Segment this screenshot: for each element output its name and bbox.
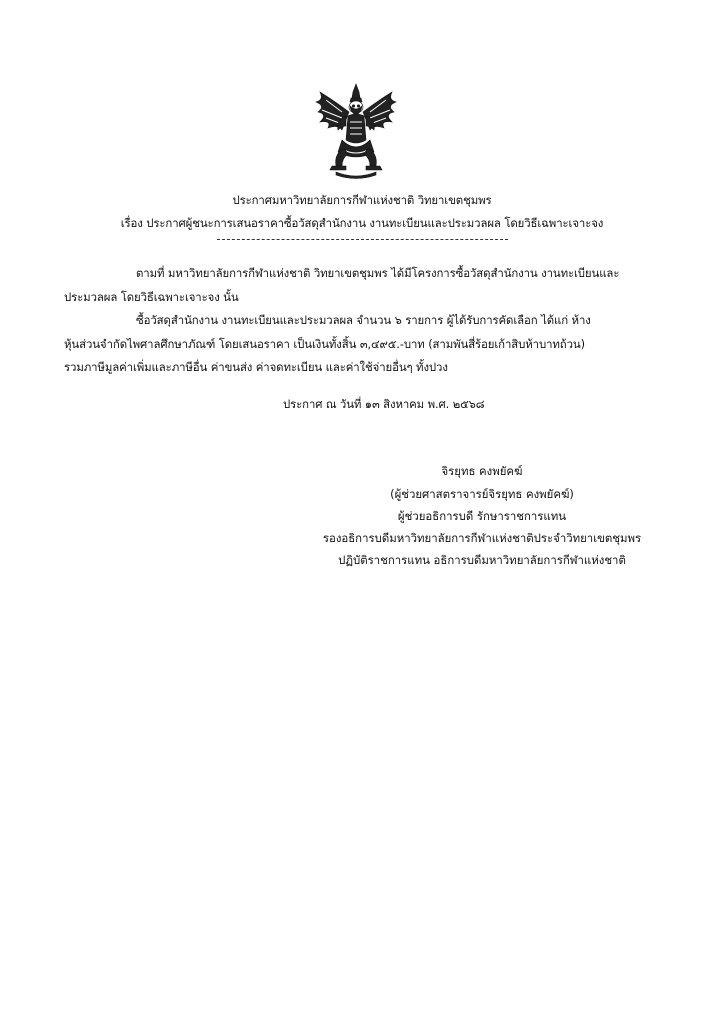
announcement-title: ประกาศมหาวิทยาลัยการกีฬาแห่งชาติ วิทยาเขตชุมพร xyxy=(232,193,492,207)
signer-position-1: ผู้ช่วยอธิการบดี รักษาราชการแทน xyxy=(397,509,567,523)
paragraph-2-line-1: ซื้อวัสดุสำนักงาน งานทะเบียนและประมวลผล จำนวน ๖ รายการ ผู้ได้รับการคัดเลือก ได้แก่ ห้าง xyxy=(136,313,591,327)
paragraph-1-line-2: ประมวลผล โดยวิธีเฉพาะเจาะจง นั้น xyxy=(64,290,239,304)
announcement-date: ประกาศ ณ วันที่ ๑๓ สิงหาคม พ.ศ. ๒๕๖๘ xyxy=(283,397,485,411)
paragraph-2-line-3: รวมภาษีมูลค่าเพิ่มและภาษีอื่น ค่าขนส่ง ค่าจดทะเบียน และค่าใช้จ่ายอื่นๆ ทั้งปวง xyxy=(64,360,448,374)
signer-position-2: รองอธิการบดีมหาวิทยาลัยการกีฬาแห่งชาติประจำวิทยาเขตชุมพร xyxy=(322,531,642,545)
title-divider xyxy=(217,239,508,240)
paragraph-1-line-1: ตามที่ มหาวิทยาลัยการกีฬาแห่งชาติ วิทยาเขตชุมพร ได้มีโครงการซื้อวัสดุสำนักงาน งานทะเบียนและ xyxy=(136,266,620,280)
announcement-subject: เรื่อง ประกาศผู้ชนะการเสนอราคาซื้อวัสดุสำนักงาน งานทะเบียนและประมวลผล โดยวิธีเฉพาะเจาะจง xyxy=(120,216,604,230)
signer-position-3: ปฏิบัติราชการแทน อธิการบดีมหาวิทยาลัยการกีฬาแห่งชาติ xyxy=(338,553,626,567)
signer-name: จิรยุทธ คงพยัคฆ์ xyxy=(441,464,523,478)
signer-full-name: (ผู้ช่วยศาสตราจารย์จิรยุทธ คงพยัคฆ์) xyxy=(390,487,574,501)
garuda-emblem-icon xyxy=(306,82,406,182)
paragraph-2-line-2: หุ้นส่วนจำกัดไพศาลศึกษาภัณฑ์ โดยเสนอราคา เป็นเงินทั้งสิ้น ๓,๔๙๕.-บาท (สามพันสี่ร้อยเก้าสิบห้าบาทถ้วน) xyxy=(64,337,585,351)
